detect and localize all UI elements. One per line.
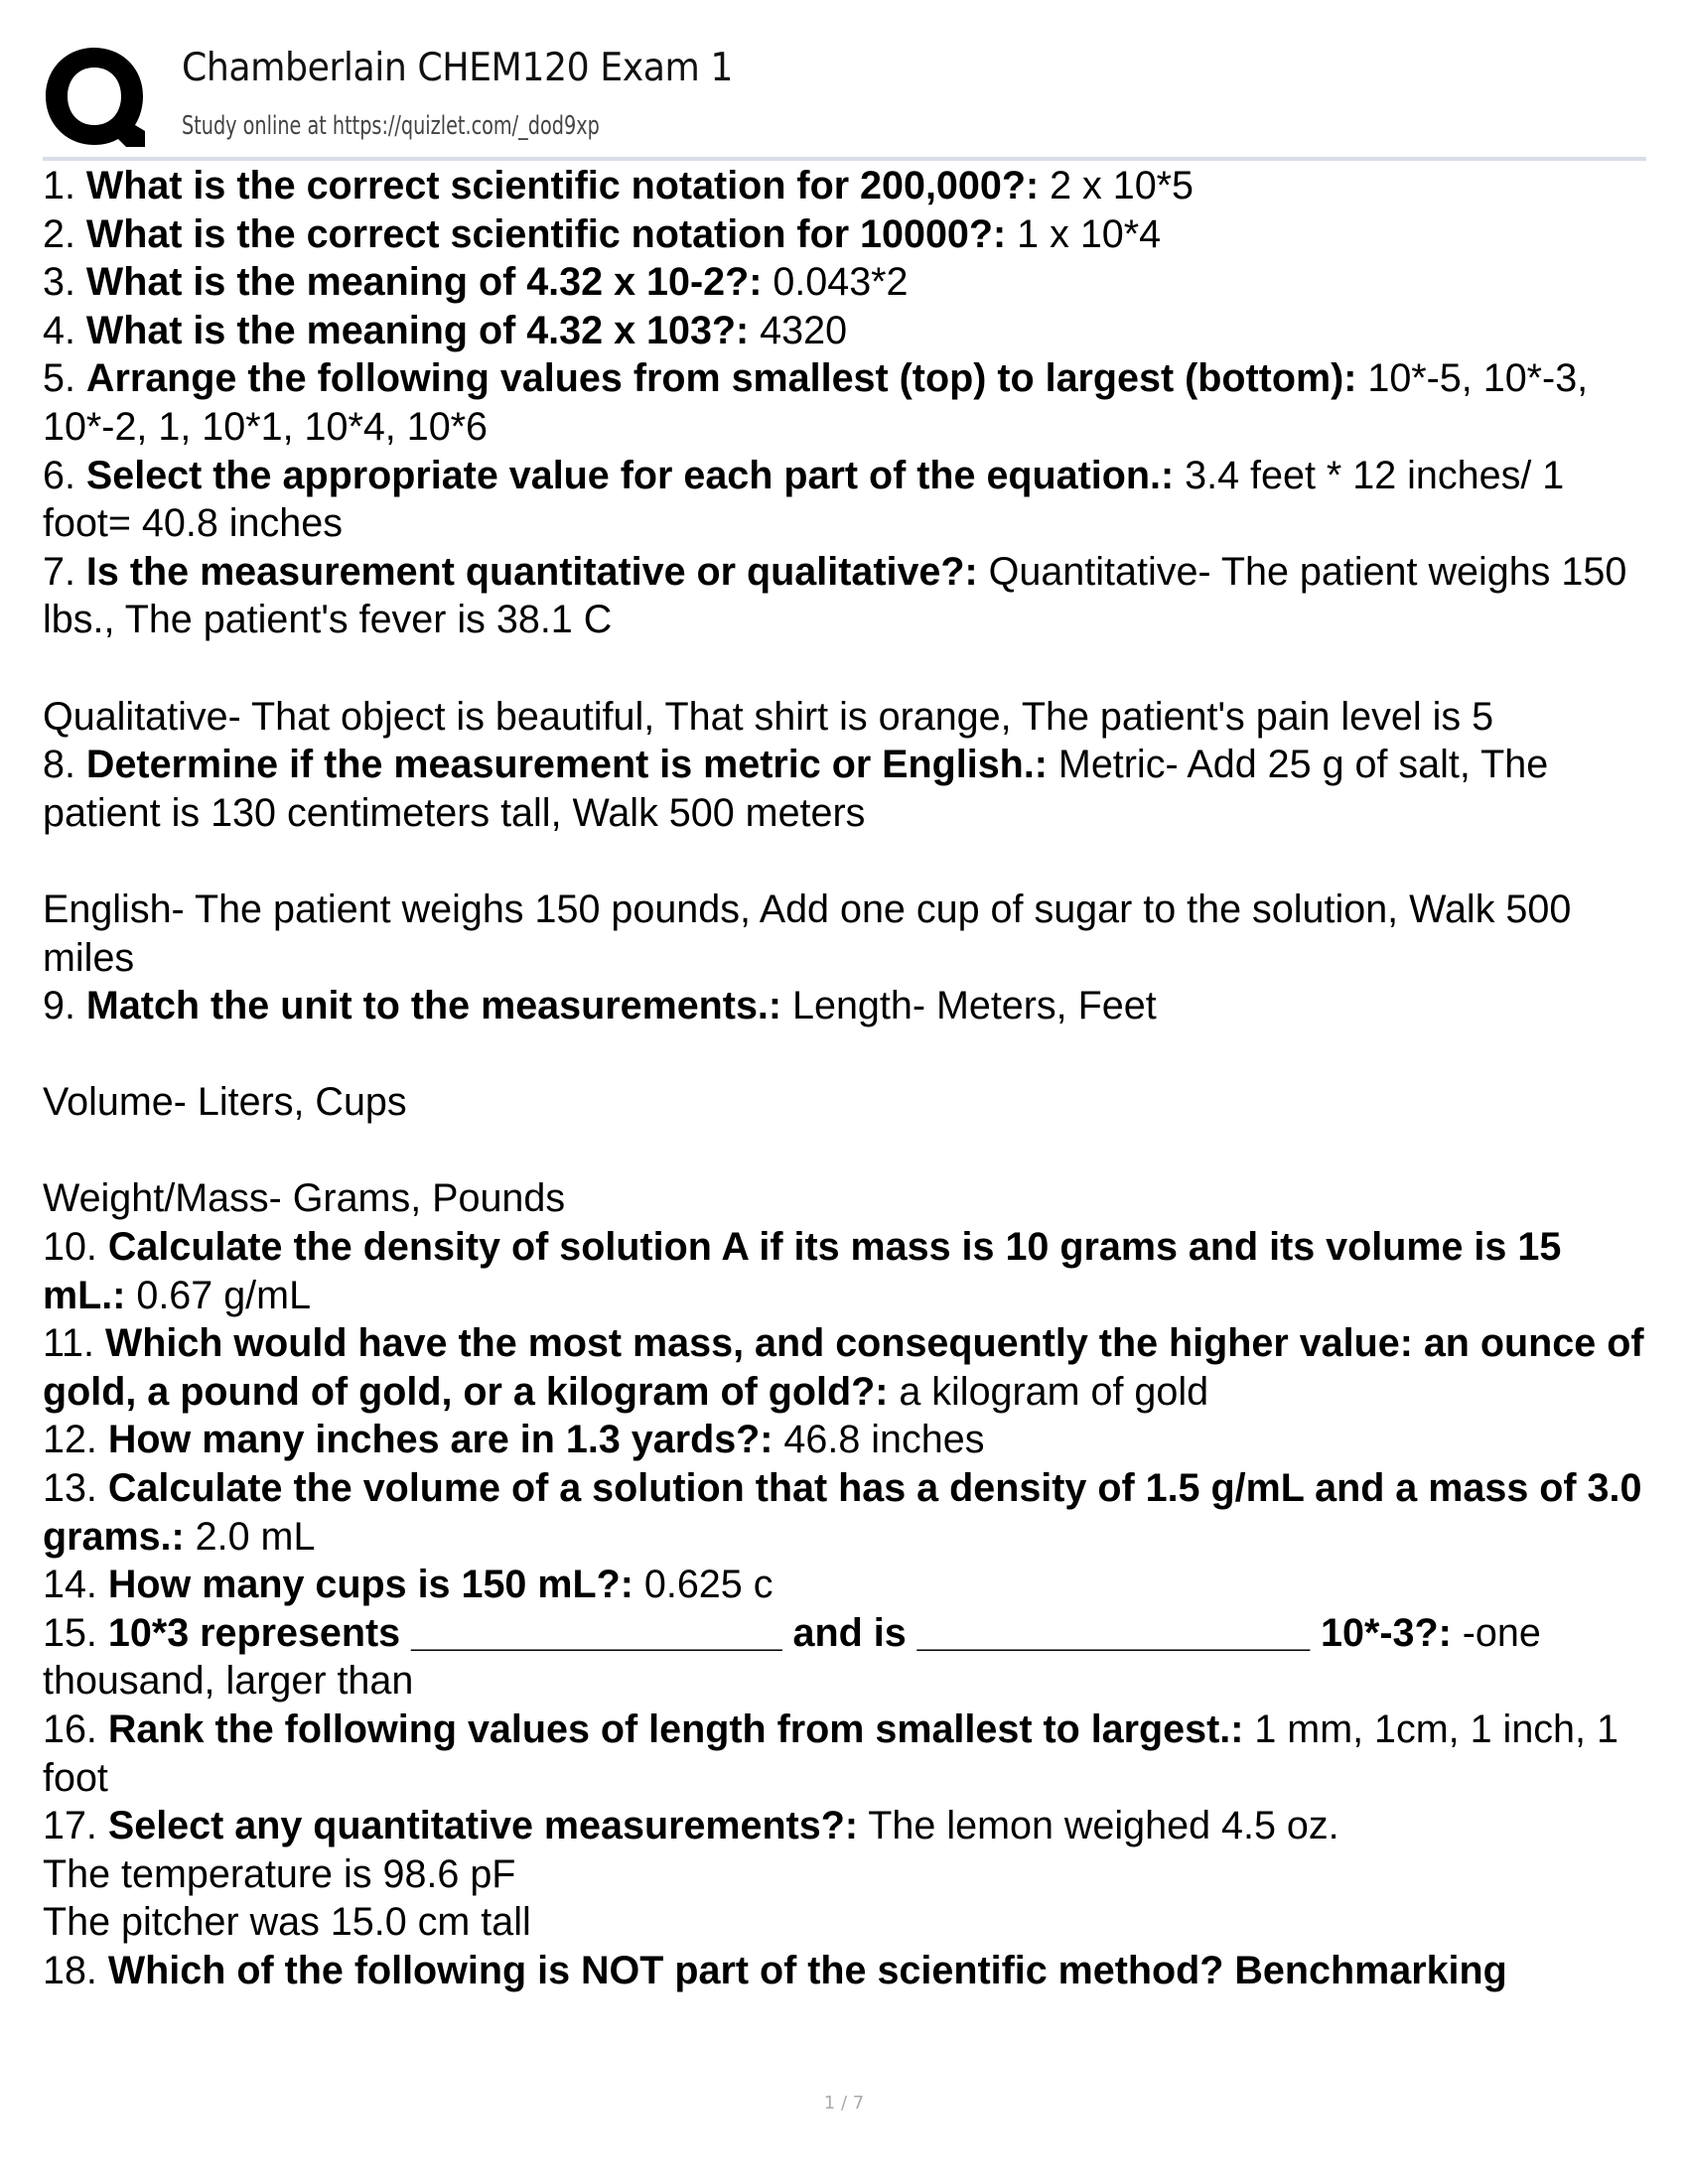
item-number: 6. xyxy=(43,453,86,497)
answer-text: 2.0 mL xyxy=(184,1514,316,1559)
qa-item xyxy=(43,741,1651,837)
qa-item xyxy=(43,1223,1651,1319)
qa-item xyxy=(43,1561,1651,1609)
qa-item xyxy=(43,548,1651,644)
page-indicator: 1 / 7 xyxy=(823,2093,865,2114)
qa-item xyxy=(43,1319,1651,1416)
blank-line xyxy=(43,644,1651,693)
answer-continuation: English- The patient weighs 150 pounds, Add one cup of sugar to the solution, Walk 500 miles xyxy=(43,887,1572,980)
item-number: 9. xyxy=(43,984,86,1028)
item-number: 5. xyxy=(43,356,86,401)
document-title: Chamberlain CHEM120 Exam 1 xyxy=(182,46,734,90)
answer-text: -one thousand, larger than xyxy=(43,1610,1541,1704)
answer-text: 0.625 c xyxy=(633,1563,774,1607)
answer-text: 46.8 inches xyxy=(773,1418,985,1462)
answer-continuation: Volume- Liters, Cups xyxy=(43,1080,407,1125)
item-number: 10. xyxy=(43,1225,108,1270)
qa-item xyxy=(43,1802,1651,1850)
answer-text: Metric- Add 25 g of salt, The patient is 130 centimeters tall, Walk 500 meters xyxy=(43,743,1549,835)
item-number: 17. xyxy=(43,1804,108,1848)
question-text: Determine if the measurement is metric or English.: xyxy=(85,743,1048,787)
quizlet-logo-icon xyxy=(42,44,147,149)
question-text: Select any quantitative measurements?: xyxy=(107,1804,859,1848)
question-text: Is the measurement quantitative or qualitative?: xyxy=(85,549,978,594)
qa-item xyxy=(43,162,1651,210)
qa-item xyxy=(43,307,1651,355)
blank-line xyxy=(43,1030,1651,1079)
item-number: 15. xyxy=(43,1610,108,1655)
question-text: Rank the following values of length from smallest to largest.: xyxy=(107,1707,1244,1751)
answer-text: 1 x 10*4 xyxy=(1006,211,1162,256)
question-text: Select the appropriate value for each part of the equation.: xyxy=(85,453,1175,497)
question-text: How many cups is 150 mL?: xyxy=(107,1563,633,1607)
question-text: Which would have the most mass, and consequently the higher value: an ounce of gold, a pound of gold, or a kilogram of gold?: xyxy=(43,1321,1644,1414)
question-list xyxy=(43,162,1651,1995)
qa-item xyxy=(43,258,1651,307)
qa-item xyxy=(43,210,1651,259)
blank-line xyxy=(43,1127,1651,1175)
qa-item xyxy=(43,354,1651,451)
qa-item xyxy=(43,1609,1651,1706)
item-number: 18. xyxy=(43,1948,108,1992)
question-text: Calculate the density of solution A if its mass is 10 grams and its volume is 15 mL.: xyxy=(43,1225,1562,1317)
answer-continuation: The temperature is 98.6 pF xyxy=(43,1851,516,1896)
item-number: 7. xyxy=(43,549,86,594)
question-text: 10*3 represents _________________ and is __________________ 10*-3?: xyxy=(107,1610,1452,1655)
answer-text: 3.4 feet * 12 inches/ 1 foot= 40.8 inches xyxy=(43,453,1565,546)
answer-continuation: Qualitative- That object is beautiful, That shirt is orange, The patient's pain level is 5 xyxy=(43,694,1494,739)
answer-text: 0.043*2 xyxy=(762,260,909,305)
answer-text: The lemon weighed 4.5 oz. xyxy=(858,1804,1339,1848)
answer-text: 1 mm, 1cm, 1 inch, 1 foot xyxy=(43,1707,1618,1800)
question-text: How many inches are in 1.3 yards?: xyxy=(107,1418,774,1462)
item-number: 1. xyxy=(43,164,86,207)
answer-text: 4320 xyxy=(749,308,848,352)
question-text: Arrange the following values from smallest (top) to largest (bottom): xyxy=(85,356,1357,401)
qa-item xyxy=(43,1706,1651,1802)
qa-item xyxy=(43,452,1651,548)
item-number: 2. xyxy=(43,211,86,256)
question-text: Which of the following is NOT part of the scientific method? Benchmarking xyxy=(107,1948,1507,1992)
item-number: 12. xyxy=(43,1418,108,1462)
question-text: What is the meaning of 4.32 x 10-2?: xyxy=(85,260,763,305)
item-number: 16. xyxy=(43,1707,108,1751)
item-number: 3. xyxy=(43,260,86,305)
question-text: What is the meaning of 4.32 x 103?: xyxy=(85,308,750,352)
item-number: 11. xyxy=(43,1321,105,1366)
item-number: 4. xyxy=(43,308,86,352)
question-text: Match the unit to the measurements.: xyxy=(85,984,782,1028)
qa-item xyxy=(43,982,1651,1030)
answer-text: 0.67 g/mL xyxy=(125,1273,312,1317)
blank-line xyxy=(43,837,1651,886)
item-number: 8. xyxy=(43,743,86,787)
question-text: Calculate the volume of a solution that has a density of 1.5 g/mL and a mass of 3.0 grams.: xyxy=(43,1466,1642,1559)
question-text: What is the correct scientific notation for 10000?: xyxy=(85,211,1007,256)
header-divider xyxy=(43,157,1646,161)
answer-text: 10*-5, 10*-3, 10*-2, 1, 10*1, 10*4, 10*6 xyxy=(43,356,1589,449)
qa-item xyxy=(43,1416,1651,1464)
question-text: What is the correct scientific notation for 200,000?: xyxy=(85,164,1040,207)
answer-continuation: The pitcher was 15.0 cm tall xyxy=(43,1900,531,1945)
study-online-link[interactable]: Study online at https://quizlet.com/_dod9xp xyxy=(182,111,600,141)
qa-item xyxy=(43,1464,1651,1561)
item-number: 14. xyxy=(43,1563,108,1607)
item-number: 13. xyxy=(43,1466,108,1511)
answer-text: Quantitative- The patient weighs 150 lbs., The patient's fever is 38.1 C xyxy=(43,549,1627,642)
answer-text: Length- Meters, Feet xyxy=(781,984,1157,1028)
answer-continuation: Weight/Mass- Grams, Pounds xyxy=(43,1176,566,1221)
answer-text: 2 x 10*5 xyxy=(1039,164,1195,207)
answer-text: a kilogram of gold xyxy=(888,1369,1209,1414)
qa-item xyxy=(43,1947,1651,1995)
